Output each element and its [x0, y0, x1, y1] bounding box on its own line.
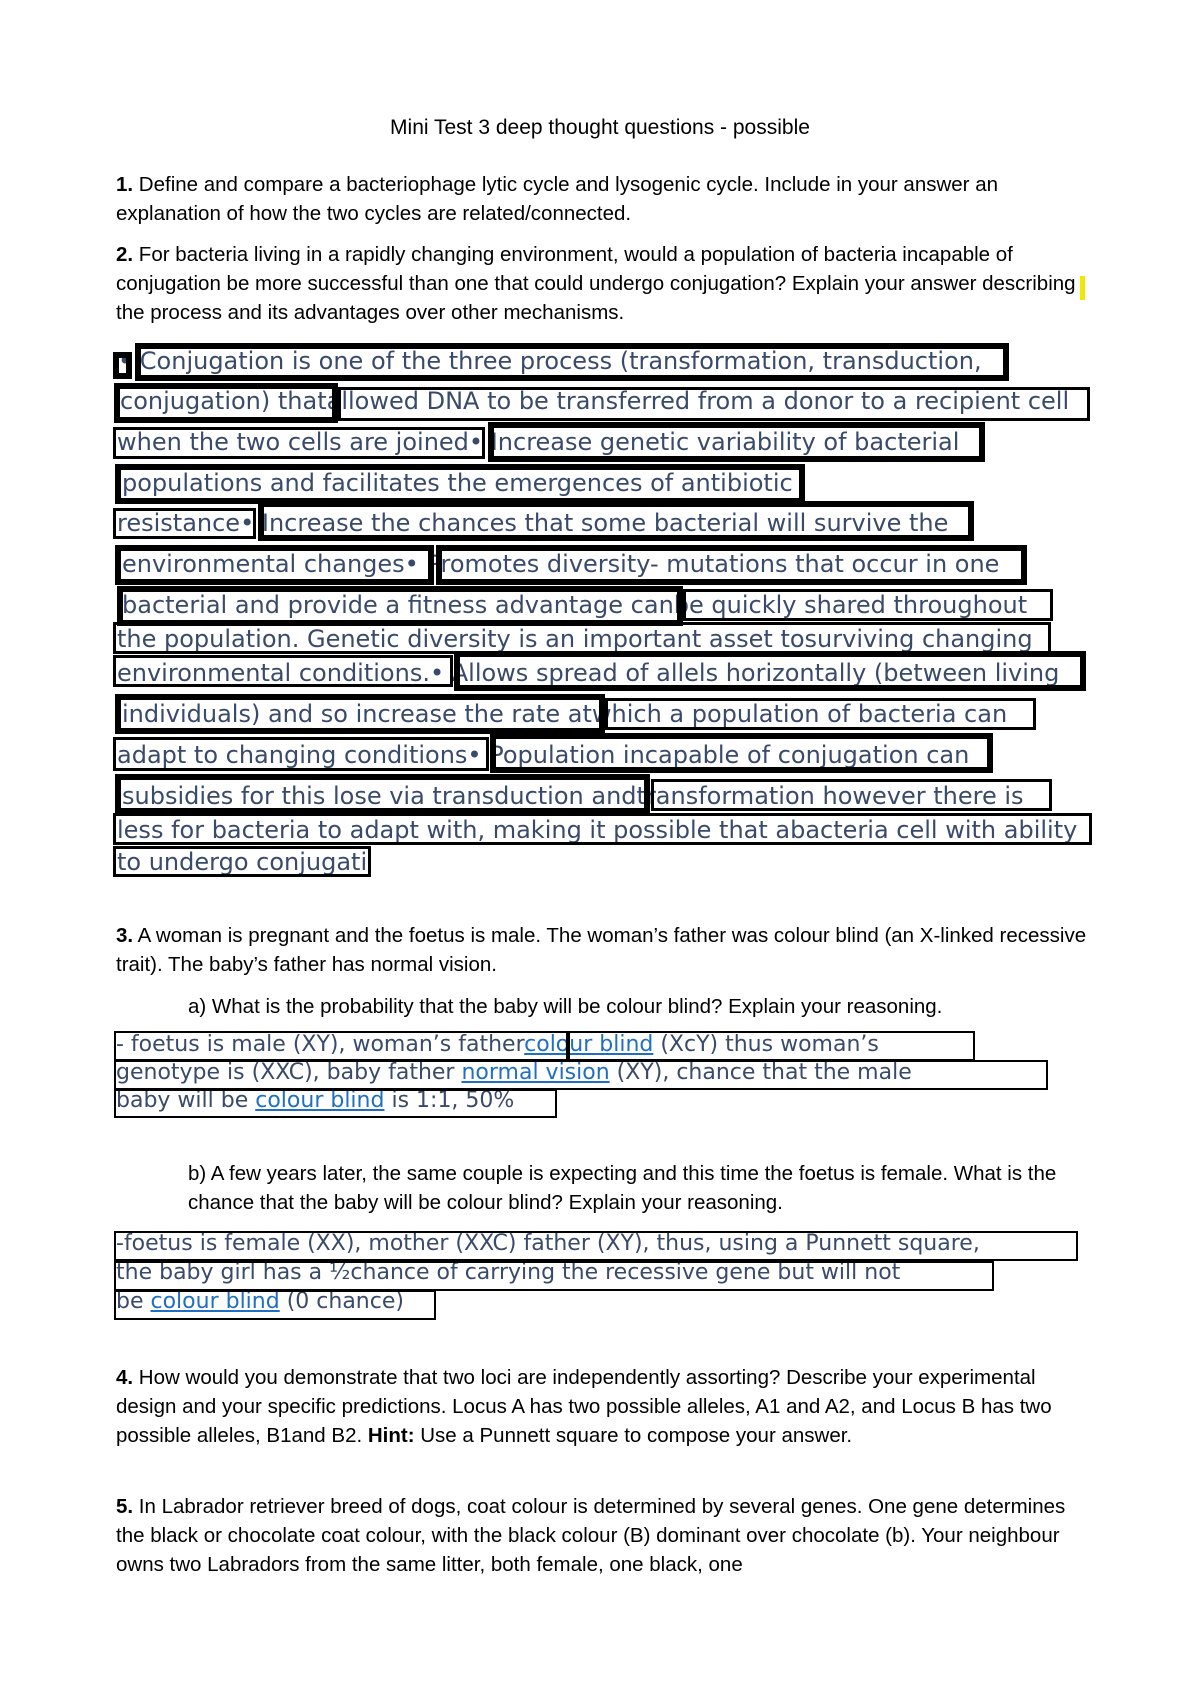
- question-number: 1.: [116, 173, 134, 196]
- question-number: 2.: [116, 243, 134, 266]
- answer-line: - foetus is male (XY), woman’s fathercolour blind (XcY) thus woman’s: [116, 1032, 879, 1057]
- answer-line: less for bacteria to adapt with, making it possible that abacteria cell with ability: [117, 816, 1078, 844]
- answer-line: adapt to changing conditions• Population incapable of conjugation can: [117, 741, 970, 769]
- answer-line: to undergo conjugati: [117, 848, 368, 876]
- answer-line: individuals) and so increase the rate atwhich a population of bacteria can: [122, 700, 1008, 728]
- normal-vision-link[interactable]: normal vision: [461, 1060, 610, 1085]
- question-text: For bacteria living in a rapidly changing environment, would a population of bacteria incapable of conjugation be more successful than one that could undergo conjugation? Explain your answer describing the process and its advantages over other mechanisms.: [116, 243, 1076, 324]
- page-title: Mini Test 3 deep thought questions - possible: [390, 116, 810, 139]
- answer-line: environmental conditions.• Allows spread of allels horizontally (between living: [117, 659, 1060, 687]
- answer-line: baby will be colour blind is 1:1, 50%: [116, 1088, 515, 1113]
- hint-text: Use a Punnett square to compose your answer.: [414, 1424, 853, 1447]
- question-3a: a) What is the probability that the baby will be colour blind? Explain your reasoning.: [188, 995, 943, 1018]
- question-text: A woman is pregnant and the foetus is male. The woman’s father was colour blind (an X-linked recessive trait). The baby’s father has normal vision.: [116, 924, 1087, 976]
- answer-line: the baby girl has a ½chance of carrying the recessive gene but will not: [116, 1260, 901, 1285]
- question-1: [116, 170, 1091, 228]
- answer-line: subsidies for this lose via transduction andtransformation however there is: [122, 782, 1024, 810]
- answer-line: when the two cells are joined• Increase genetic variability of bacterial: [117, 428, 960, 456]
- question-text: How would you demonstrate that two loci are independently assorting? Describe your experimental design and your specific predictions. Locus A has two possible alleles, A1 and A2, and Locus B has two possible alleles, B1and B2.: [116, 1366, 1052, 1447]
- question-number: 4.: [116, 1366, 134, 1389]
- question-3: [116, 921, 1091, 979]
- colour-blind-link[interactable]: colour blind: [524, 1032, 654, 1057]
- answer-line: the population. Genetic diversity is an important asset tosurviving changing: [117, 625, 1033, 653]
- answer-line: conjugation) thatallowed DNA to be transferred from a donor to a recipient cell: [120, 387, 1070, 415]
- answer-line: environmental changes• Promotes diversity- mutations that occur in one: [122, 550, 1000, 578]
- answer-line: resistance• Increase the chances that some bacterial will survive the: [117, 509, 949, 537]
- answer-line: genotype is (XXC), baby father normal vision (XY), chance that the male: [116, 1060, 912, 1085]
- answer-line: -foetus is female (XX), mother (XXC) father (XY), thus, using a Punnett square,: [116, 1231, 980, 1256]
- answer-line: bacterial and provide a fitness advantage canbe quickly shared throughout: [122, 591, 1028, 619]
- text-cursor-highlight: [1080, 276, 1085, 300]
- question-text: Define and compare a bacteriophage lytic cycle and lysogenic cycle. Include in your answer an explanation of how the two cycles are related/connected.: [116, 173, 999, 225]
- colour-blind-link[interactable]: colour blind: [150, 1289, 280, 1314]
- answer-line: • Conjugation is one of the three process (transformation, transduction,: [118, 347, 982, 375]
- question-3b: b) A few years later, the same couple is expecting and this time the foetus is female. What is the chance that the baby will be colour blind? Explain your reasoning.: [188, 1162, 1057, 1214]
- answer-line: be colour blind (0 chance): [116, 1289, 404, 1314]
- question-4: [116, 1363, 1091, 1450]
- colour-blind-link[interactable]: colour blind: [255, 1088, 385, 1113]
- answer-line: populations and facilitates the emergences of antibiotic: [122, 469, 793, 497]
- question-number: 3.: [116, 924, 134, 947]
- question-5: [116, 1492, 1091, 1579]
- question-2: [116, 240, 1091, 327]
- hint-label: Hint:: [367, 1424, 415, 1447]
- question-number: 5.: [116, 1495, 134, 1518]
- question-text: In Labrador retriever breed of dogs, coat colour is determined by several genes. One gene determines the black or chocolate coat colour, with the black colour (B) dominant over chocolate (b). Your neighbour owns two Labradors from the same litter, both female, one black, one: [116, 1495, 1066, 1576]
